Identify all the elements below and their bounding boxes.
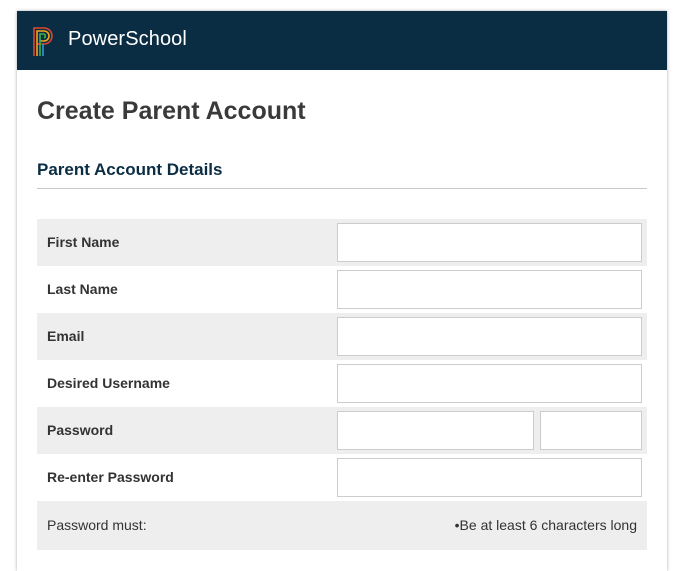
username-input[interactable] <box>337 364 642 403</box>
account-form <box>37 219 647 550</box>
page-title: Create Parent Account <box>37 97 306 125</box>
form-row-password <box>37 407 647 454</box>
first-name-label: First Name <box>47 234 120 250</box>
username-label: Desired Username <box>47 375 170 391</box>
password-input[interactable] <box>337 411 534 450</box>
last-name-label: Last Name <box>47 281 118 297</box>
section-divider <box>37 188 647 189</box>
section-title: Parent Account Details <box>37 160 223 179</box>
password-rule-item: •Be at least 6 characters long <box>454 517 637 533</box>
password-rules-label: Password must: <box>47 517 147 533</box>
form-row-email <box>37 313 647 360</box>
password-label: Password <box>47 422 114 438</box>
reenter-password-input[interactable] <box>337 458 642 497</box>
form-row-username <box>37 360 647 407</box>
email-label: Email <box>47 328 85 344</box>
last-name-input[interactable] <box>337 270 642 309</box>
brand-name: PowerSchool <box>68 28 187 50</box>
account-window <box>17 11 667 571</box>
email-input[interactable] <box>337 317 642 356</box>
form-row-reenter-password <box>37 454 647 501</box>
form-row-last-name <box>37 266 647 313</box>
powerschool-logo-icon[interactable] <box>31 25 55 57</box>
password-strength-box <box>540 411 642 450</box>
header-bar <box>17 11 667 70</box>
form-row-first-name <box>37 219 647 266</box>
password-rules-row <box>37 501 647 550</box>
first-name-input[interactable] <box>337 223 642 262</box>
reenter-password-label: Re-enter Password <box>47 469 174 485</box>
